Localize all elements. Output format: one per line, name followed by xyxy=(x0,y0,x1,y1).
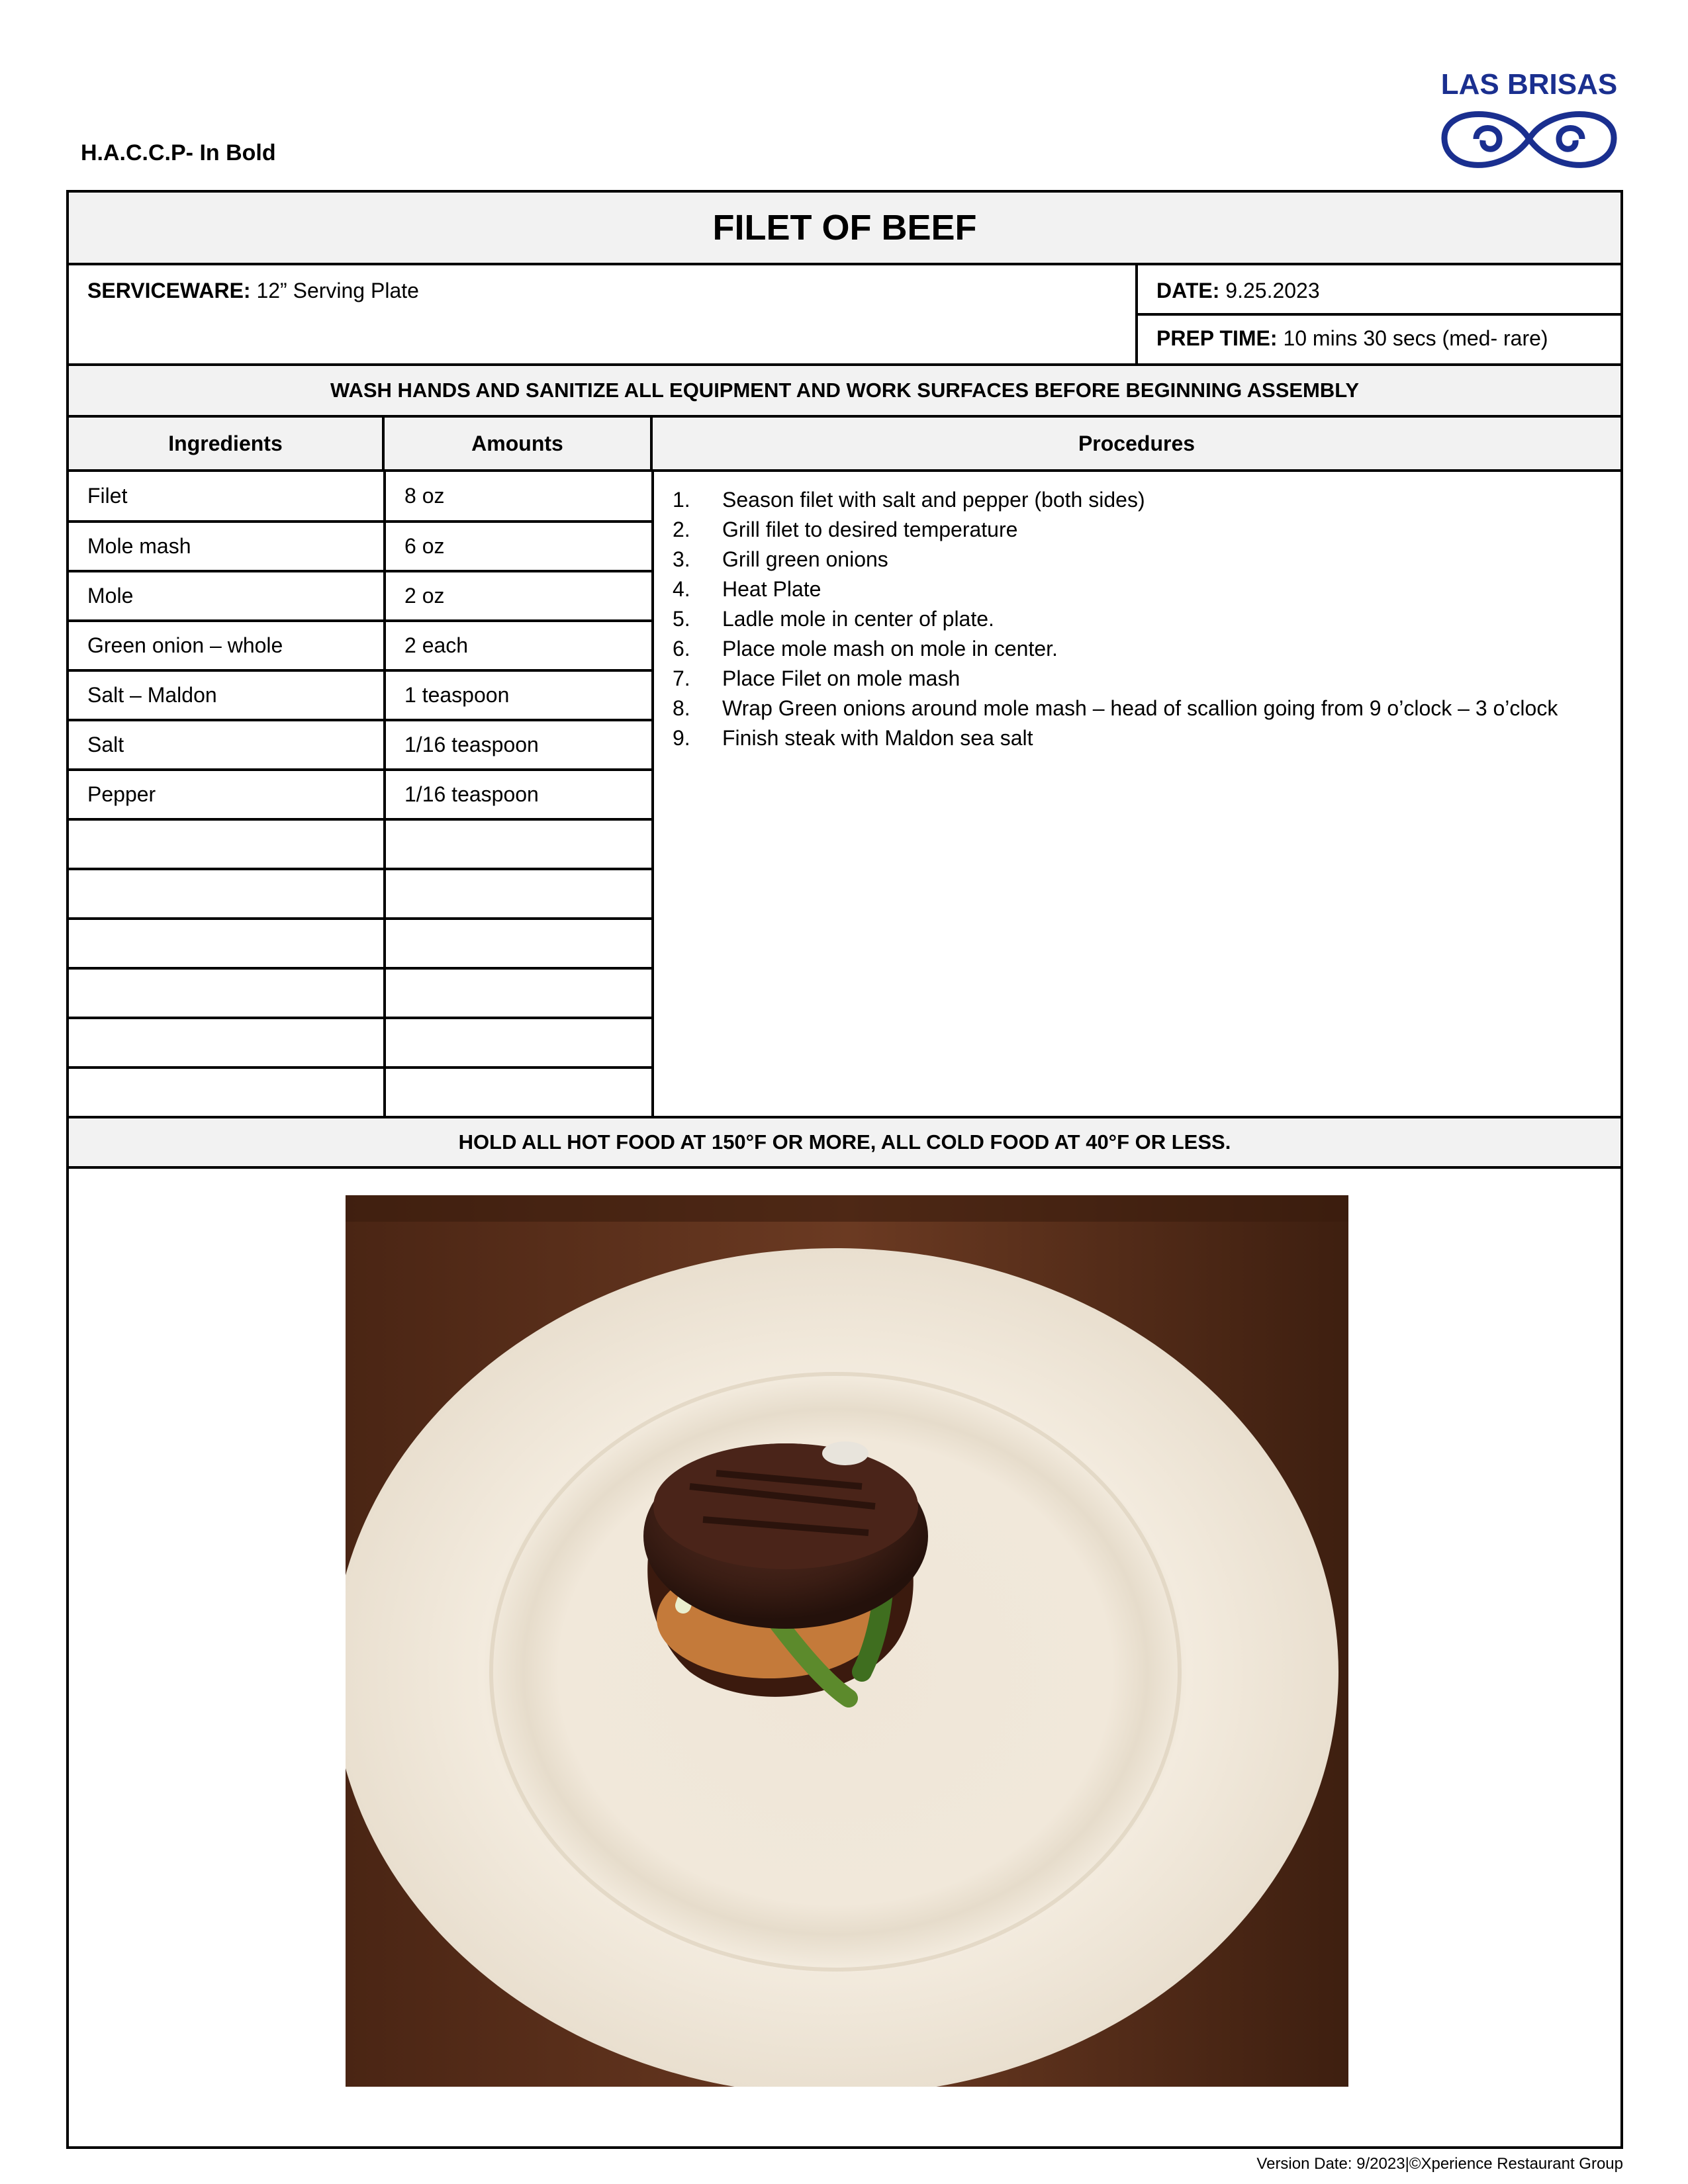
version-footer: Version Date: 9/2023|©Xperience Restaurant Group xyxy=(1256,2155,1623,2173)
ingredient-name: Green onion – whole xyxy=(69,621,385,670)
ingredient-amount: 6 oz xyxy=(385,522,653,571)
ingredients-header: Ingredients xyxy=(69,418,385,472)
ingredient-name xyxy=(69,1018,385,1068)
ingredient-name xyxy=(69,869,385,919)
table-row xyxy=(69,819,653,869)
table-row xyxy=(69,869,653,919)
procedure-step-text: Ladle mole in center of plate. xyxy=(722,607,994,631)
date-label: DATE: xyxy=(1156,279,1220,302)
haccp-note: H.A.C.C.P- In Bold xyxy=(81,140,276,165)
procedure-step-number: 8. xyxy=(673,696,690,720)
ingredient-amount xyxy=(385,869,653,919)
plated-dish-photo xyxy=(346,1195,1348,2087)
table-row xyxy=(69,621,653,670)
logo-text: LAS BRISAS xyxy=(1440,68,1618,101)
ingredient-name: Mole mash xyxy=(69,522,385,571)
procedure-step-text: Place mole mash on mole in center. xyxy=(722,637,1058,660)
procedure-step xyxy=(673,604,1581,634)
procedure-step-text: Wrap Green onions around mole mash – head of scallion going from 9 o’clock – 3 o’clock xyxy=(722,696,1558,720)
procedure-step-number: 5. xyxy=(673,607,690,631)
ingredient-amount: 1/16 teaspoon xyxy=(385,770,653,819)
procedure-step-number: 9. xyxy=(673,726,690,750)
procedures-header: Procedures xyxy=(653,418,1620,472)
procedure-step-number: 1. xyxy=(673,488,690,512)
procedures-list xyxy=(653,472,1620,1116)
ingredient-name: Mole xyxy=(69,571,385,621)
procedure-step xyxy=(673,545,1581,574)
prep-time-value: 10 mins 30 secs (med- rare) xyxy=(1277,326,1548,350)
procedure-step-text: Season filet with salt and pepper (both sides) xyxy=(722,488,1145,512)
ingredients-table xyxy=(69,472,654,1117)
recipe-sheet xyxy=(66,190,1623,2149)
date-cell xyxy=(1138,265,1620,316)
ingredient-name xyxy=(69,819,385,869)
ingredient-name: Pepper xyxy=(69,770,385,819)
procedure-step xyxy=(673,723,1581,753)
table-row xyxy=(69,670,653,720)
procedure-step-text: Grill green onions xyxy=(722,547,888,571)
table-row xyxy=(69,1018,653,1068)
ingredient-amount: 2 oz xyxy=(385,571,653,621)
date-value: 9.25.2023 xyxy=(1219,279,1320,302)
prep-time-label: PREP TIME: xyxy=(1156,326,1278,350)
procedure-step-text: Place Filet on mole mash xyxy=(722,666,961,690)
procedure-step-number: 7. xyxy=(673,666,690,690)
amounts-header: Amounts xyxy=(385,418,653,472)
procedure-step-number: 6. xyxy=(673,637,690,660)
ingredient-amount xyxy=(385,1018,653,1068)
hold-notice: HOLD ALL HOT FOOD AT 150°F OR MORE, ALL COLD FOOD AT 40°F OR LESS. xyxy=(69,1116,1620,1169)
ingredient-name: Filet xyxy=(69,472,385,522)
ingredient-amount xyxy=(385,819,653,869)
table-row xyxy=(69,919,653,968)
procedure-step-text: Grill filet to desired temperature xyxy=(722,518,1018,541)
table-row xyxy=(69,1068,653,1117)
ingredient-amount: 1 teaspoon xyxy=(385,670,653,720)
table-row xyxy=(69,522,653,571)
table-row xyxy=(69,770,653,819)
procedure-step xyxy=(673,515,1581,545)
wash-notice: WASH HANDS AND SANITIZE ALL EQUIPMENT AND WORK SURFACES BEFORE BEGINNING ASSEMBLY xyxy=(69,363,1620,418)
ingredient-amount xyxy=(385,968,653,1018)
table-row xyxy=(69,571,653,621)
ingredient-name xyxy=(69,919,385,968)
recipe-title: FILET OF BEEF xyxy=(69,193,1620,265)
ingredient-name: Salt xyxy=(69,720,385,770)
serviceware-cell xyxy=(69,265,1138,363)
procedure-step xyxy=(673,634,1581,664)
procedure-step-number: 2. xyxy=(673,518,690,541)
procedure-step xyxy=(673,664,1581,694)
ingredient-amount xyxy=(385,1068,653,1117)
table-row xyxy=(69,720,653,770)
ingredient-name xyxy=(69,1068,385,1117)
las-brisas-logo xyxy=(1430,66,1628,185)
table-row xyxy=(69,968,653,1018)
serviceware-value: 12” Serving Plate xyxy=(250,279,419,302)
procedure-step-text: Finish steak with Maldon sea salt xyxy=(722,726,1033,750)
procedure-step-number: 3. xyxy=(673,547,690,571)
serviceware-label: SERVICEWARE: xyxy=(87,279,251,302)
procedure-step xyxy=(673,574,1581,604)
prep-time-cell xyxy=(1138,316,1620,363)
procedure-step-number: 4. xyxy=(673,577,690,601)
ingredient-amount: 1/16 teaspoon xyxy=(385,720,653,770)
procedure-step-text: Heat Plate xyxy=(722,577,821,601)
ingredient-amount xyxy=(385,919,653,968)
ingredient-amount: 2 each xyxy=(385,621,653,670)
procedure-step xyxy=(673,694,1581,723)
ingredient-name: Salt – Maldon xyxy=(69,670,385,720)
ingredient-amount: 8 oz xyxy=(385,472,653,522)
table-row xyxy=(69,472,653,522)
ingredient-name xyxy=(69,968,385,1018)
procedure-step xyxy=(673,485,1581,515)
